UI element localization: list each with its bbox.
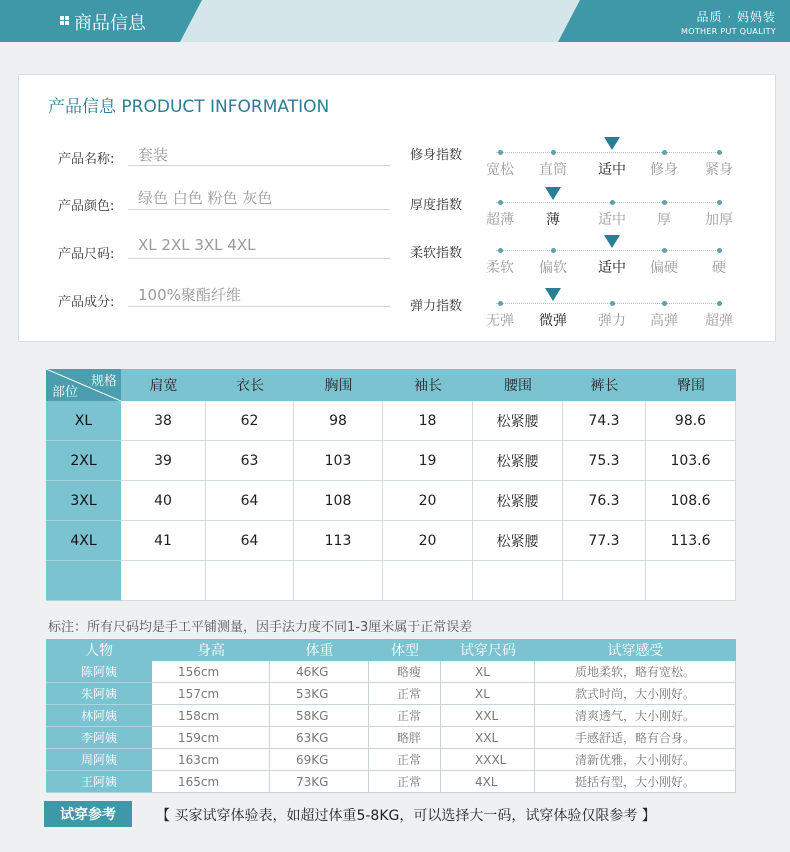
empty-cell (121, 561, 206, 601)
size-cell: 19 (383, 441, 473, 481)
trial-cell: 165cm (152, 771, 270, 793)
info-label-name: 产品名称: (58, 152, 115, 167)
size-cell: 松紧腰 (473, 481, 563, 521)
trial-person: 朱阿姨 (46, 683, 152, 705)
size-cell: 松紧腰 (473, 521, 563, 561)
index-option: 薄 (546, 212, 560, 228)
info-value-material: 100%聚酯纤维 (138, 286, 241, 304)
size-cell: 20 (383, 521, 473, 561)
index-track (496, 202, 722, 204)
size-cell: 64 (206, 521, 294, 561)
size-cell: 103 (294, 441, 383, 481)
trial-cell: 4XL (441, 771, 535, 793)
trial-cell: 73KG (270, 771, 369, 793)
size-col-header: 胸围 (294, 369, 383, 401)
trial-cell: 159cm (152, 727, 270, 749)
trial-cell: 略瘦 (369, 661, 441, 683)
index-option: 超薄 (486, 212, 514, 228)
index-label: 弹力指数 (410, 299, 463, 314)
trial-cell: 挺括有型，大小刚好。 (535, 771, 736, 793)
index-dot (717, 150, 722, 155)
trial-cell: 69KG (270, 749, 369, 771)
empty-cell (563, 561, 646, 601)
trial-col-header: 身高 (152, 639, 270, 661)
measurement-note: 标注：所有尺码均是手工平铺测量，因手法力度不同1-3厘米属于正常误差 (48, 620, 473, 635)
trial-cell: 158cm (152, 705, 270, 727)
info-label-material: 产品成分: (58, 295, 115, 310)
index-option: 适中 (598, 212, 626, 228)
index-marker (545, 288, 561, 301)
trial-cell: 手感舒适，略有合身。 (535, 727, 736, 749)
size-row-header (46, 561, 121, 601)
trial-cell: 46KG (270, 661, 369, 683)
trial-reference-text: 【 买家试穿体验表，如超过体重5-8KG，可以选择大一码，试穿体验仅限参考 】 (156, 808, 656, 824)
trial-cell: XXL (441, 705, 535, 727)
trial-cell: 款式时尚，大小刚好。 (535, 683, 736, 705)
index-option: 偏软 (539, 260, 567, 276)
size-cell: 38 (121, 401, 206, 441)
index-dot (498, 248, 503, 253)
size-cell: 40 (121, 481, 206, 521)
index-option: 柔软 (486, 260, 514, 276)
index-option: 厚 (657, 212, 671, 228)
size-row-header: XL (46, 401, 121, 441)
trial-cell: 157cm (152, 683, 270, 705)
size-cell: 20 (383, 481, 473, 521)
empty-cell (473, 561, 563, 601)
size-cell: 98 (294, 401, 383, 441)
corner-top: 规格 (90, 374, 117, 389)
brand-cn: 品质 · 妈妈装 (696, 10, 776, 24)
size-cell: 103.6 (646, 441, 736, 481)
size-cell: 63 (206, 441, 294, 481)
brand-en: MOTHER PUT QUALITY (681, 27, 776, 36)
info-label-size: 产品尺码: (58, 247, 115, 262)
trial-cell: XXL (441, 727, 535, 749)
index-dot (551, 150, 556, 155)
index-dot (551, 248, 556, 253)
index-option: 微弹 (539, 313, 567, 329)
brand (681, 8, 776, 36)
trial-col-header: 体重 (270, 639, 369, 661)
index-dot (717, 200, 722, 205)
trial-cell: 正常 (369, 705, 441, 727)
trial-cell: 63KG (270, 727, 369, 749)
header-bar (0, 0, 790, 42)
size-cell: 76.3 (563, 481, 646, 521)
trial-person: 李阿姨 (46, 727, 152, 749)
index-option: 宽松 (486, 162, 514, 178)
trial-cell: 正常 (369, 749, 441, 771)
index-label: 修身指数 (410, 148, 463, 163)
trial-cell: XL (441, 661, 535, 683)
empty-cell (206, 561, 294, 601)
empty-cell (646, 561, 736, 601)
index-label: 厚度指数 (410, 198, 463, 213)
size-cell: 75.3 (563, 441, 646, 481)
size-cell: 113 (294, 521, 383, 561)
index-marker (545, 187, 561, 200)
index-option: 直筒 (539, 162, 567, 178)
index-track (496, 152, 722, 154)
trial-col-header: 试穿感受 (535, 639, 736, 661)
index-option: 偏硬 (650, 260, 678, 276)
trial-cell: 正常 (369, 683, 441, 705)
index-track (496, 303, 722, 305)
index-option: 硬 (712, 260, 726, 276)
trial-person: 林阿姨 (46, 705, 152, 727)
index-option: 弹力 (598, 313, 626, 329)
index-dot (610, 200, 615, 205)
empty-cell (294, 561, 383, 601)
index-option: 超弹 (705, 313, 733, 329)
size-cell: 74.3 (563, 401, 646, 441)
size-cell: 77.3 (563, 521, 646, 561)
index-dot (717, 301, 722, 306)
size-cell: 62 (206, 401, 294, 441)
index-option: 适中 (598, 260, 626, 276)
index-option: 适中 (598, 162, 626, 178)
size-row-header: 2XL (46, 441, 121, 481)
index-dot (498, 301, 503, 306)
index-option: 加厚 (705, 212, 733, 228)
trial-cell: XXXL (441, 749, 535, 771)
size-table (46, 369, 736, 605)
index-marker (604, 137, 620, 150)
trial-cell: 正常 (369, 771, 441, 793)
size-cell: 39 (121, 441, 206, 481)
index-dot (610, 301, 615, 306)
corner-bottom: 部位 (52, 385, 79, 400)
trial-cell: 质地柔软，略有宽松。 (535, 661, 736, 683)
trial-cell: 清新优雅，大小刚好。 (535, 749, 736, 771)
size-cell: 98.6 (646, 401, 736, 441)
header-title: 商品信息 (74, 13, 146, 34)
trial-cell: 略胖 (369, 727, 441, 749)
info-value-name: 套装 (138, 146, 169, 164)
trial-col-header: 试穿尺码 (441, 639, 535, 661)
index-dot (662, 301, 667, 306)
size-row-header: 4XL (46, 521, 121, 561)
size-row-header: 3XL (46, 481, 121, 521)
index-dot (662, 248, 667, 253)
empty-cell (383, 561, 473, 601)
trial-person: 陈阿姨 (46, 661, 152, 683)
index-track (496, 250, 722, 252)
info-value-size: XL 2XL 3XL 4XL (138, 236, 256, 254)
grid-icon (60, 16, 69, 25)
index-option: 修身 (650, 162, 678, 178)
index-dot (662, 150, 667, 155)
index-label: 柔软指数 (410, 246, 463, 261)
size-cell: 108.6 (646, 481, 736, 521)
index-dot (662, 200, 667, 205)
size-cell: 108 (294, 481, 383, 521)
info-label-color: 产品颜色: (58, 199, 115, 214)
index-marker (604, 235, 620, 248)
section-title: 产品信息 PRODUCT INFORMATION (48, 97, 330, 117)
size-col-header: 臀围 (646, 369, 736, 401)
size-cell: 64 (206, 481, 294, 521)
size-cell: 18 (383, 401, 473, 441)
index-option: 无弹 (486, 313, 514, 329)
trial-cell: XL (441, 683, 535, 705)
size-cell: 松紧腰 (473, 441, 563, 481)
size-col-header: 腰围 (473, 369, 563, 401)
index-option: 高弹 (650, 313, 678, 329)
trial-col-header: 人物 (46, 639, 152, 661)
index-option: 紧身 (705, 162, 733, 178)
trial-cell: 156cm (152, 661, 270, 683)
trial-cell: 清爽透气，大小刚好。 (535, 705, 736, 727)
trial-person: 周阿姨 (46, 749, 152, 771)
info-value-color: 绿色 白色 粉色 灰色 (138, 189, 273, 207)
size-col-header: 肩宽 (121, 369, 206, 401)
trial-col-header: 体型 (369, 639, 441, 661)
corner-cell (46, 369, 121, 401)
trial-cell: 53KG (270, 683, 369, 705)
trial-cell: 58KG (270, 705, 369, 727)
size-cell: 113.6 (646, 521, 736, 561)
size-cell: 41 (121, 521, 206, 561)
index-dot (717, 248, 722, 253)
index-dot (498, 200, 503, 205)
size-col-header: 裤长 (563, 369, 646, 401)
trial-person: 王阿姨 (46, 771, 152, 793)
trial-cell: 163cm (152, 749, 270, 771)
size-cell: 松紧腰 (473, 401, 563, 441)
trial-reference-tag: 试穿参考 (44, 801, 132, 827)
size-col-header: 袖长 (383, 369, 473, 401)
size-col-header: 衣长 (206, 369, 294, 401)
index-dot (498, 150, 503, 155)
